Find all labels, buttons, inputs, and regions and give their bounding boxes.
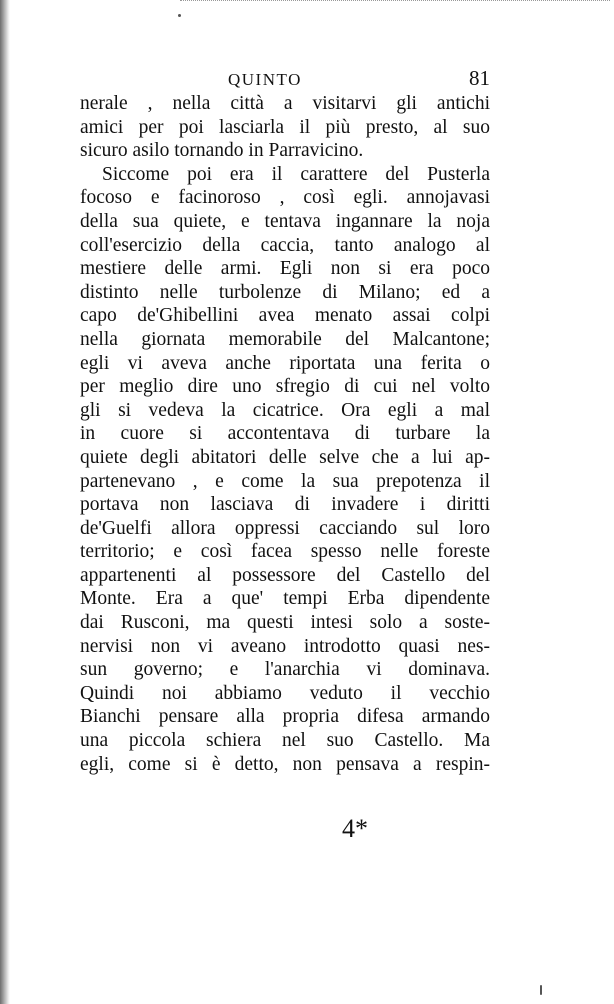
text-line: gli si vedeva la cicatrice. Ora egli a mal [80,399,490,421]
text-line: appartenenti al possessore del Castello del [80,564,490,586]
text-line: egli, come si è detto, non pensava a respin- [80,753,490,775]
text-line: Siccome poi era il carattere del Pusterla [102,163,490,185]
text-line: dai Rusconi, ma questi intesi solo a soste- [80,612,490,634]
text-line: partenevano , e come la sua prepotenza il [80,470,490,492]
text-line: focoso e facinoroso , così egli. annojavasi [80,187,490,209]
signature-mark: 4* [342,814,368,843]
text-line: distinto nelle turbolenze di Milano; ed a [80,281,490,303]
page-top-edge [180,0,610,9]
text-line: de'Guelfi allora oppressi cacciando sul loro [80,517,490,539]
page-number: 81 [469,66,490,90]
body-text [80,92,490,776]
text-line: una piccola schiera nel suo Castello. Ma [80,730,490,752]
paper-speck [540,985,542,995]
text-line: coll'esercizio della caccia, tanto analogo al [80,234,490,256]
text-line: nervisi non vi aveano introdotto quasi nes- [80,635,490,657]
text-line: Bianchi pensare alla propria difesa armando [80,706,490,728]
text-line: Quindi noi abbiamo veduto il vecchio [80,682,490,704]
text-line: amici per poi lasciarla il più presto, al suo [80,116,490,138]
text-line: territorio; e così facea spesso nelle foreste [80,541,490,563]
text-line: capo de'Ghibellini avea menato assai colpi [80,305,490,327]
text-line: della sua quiete, e tentava ingannare la noja [80,210,490,232]
running-head: QUINTO [228,70,302,89]
text-line: egli vi aveva anche riportata una ferita o [80,352,490,374]
text-line: portava non lasciava di invadere i diritti [80,494,490,516]
text-line: sicuro asilo tornando in Parravicino. [80,140,364,162]
text-line: per meglio dire uno sfregio di cui nel volto [80,376,490,398]
text-line: quiete degli abitatori delle selve che a lui ap- [80,446,490,468]
text-line: sun governo; e l'anarchia vi dominava. [80,659,490,681]
text-line: mestiere delle armi. Egli non si era poco [80,258,490,280]
text-line: Monte. Era a que' tempi Erba dipendente [80,588,490,610]
text-line: nerale , nella città a visitarvi gli antichi [80,93,490,114]
page-gutter-shadow [0,0,10,1004]
text-line: in cuore si accontentava di turbare la [80,423,490,445]
text-line: nella giornata memorabile del Malcantone; [80,328,490,350]
paper-speck [178,14,181,17]
